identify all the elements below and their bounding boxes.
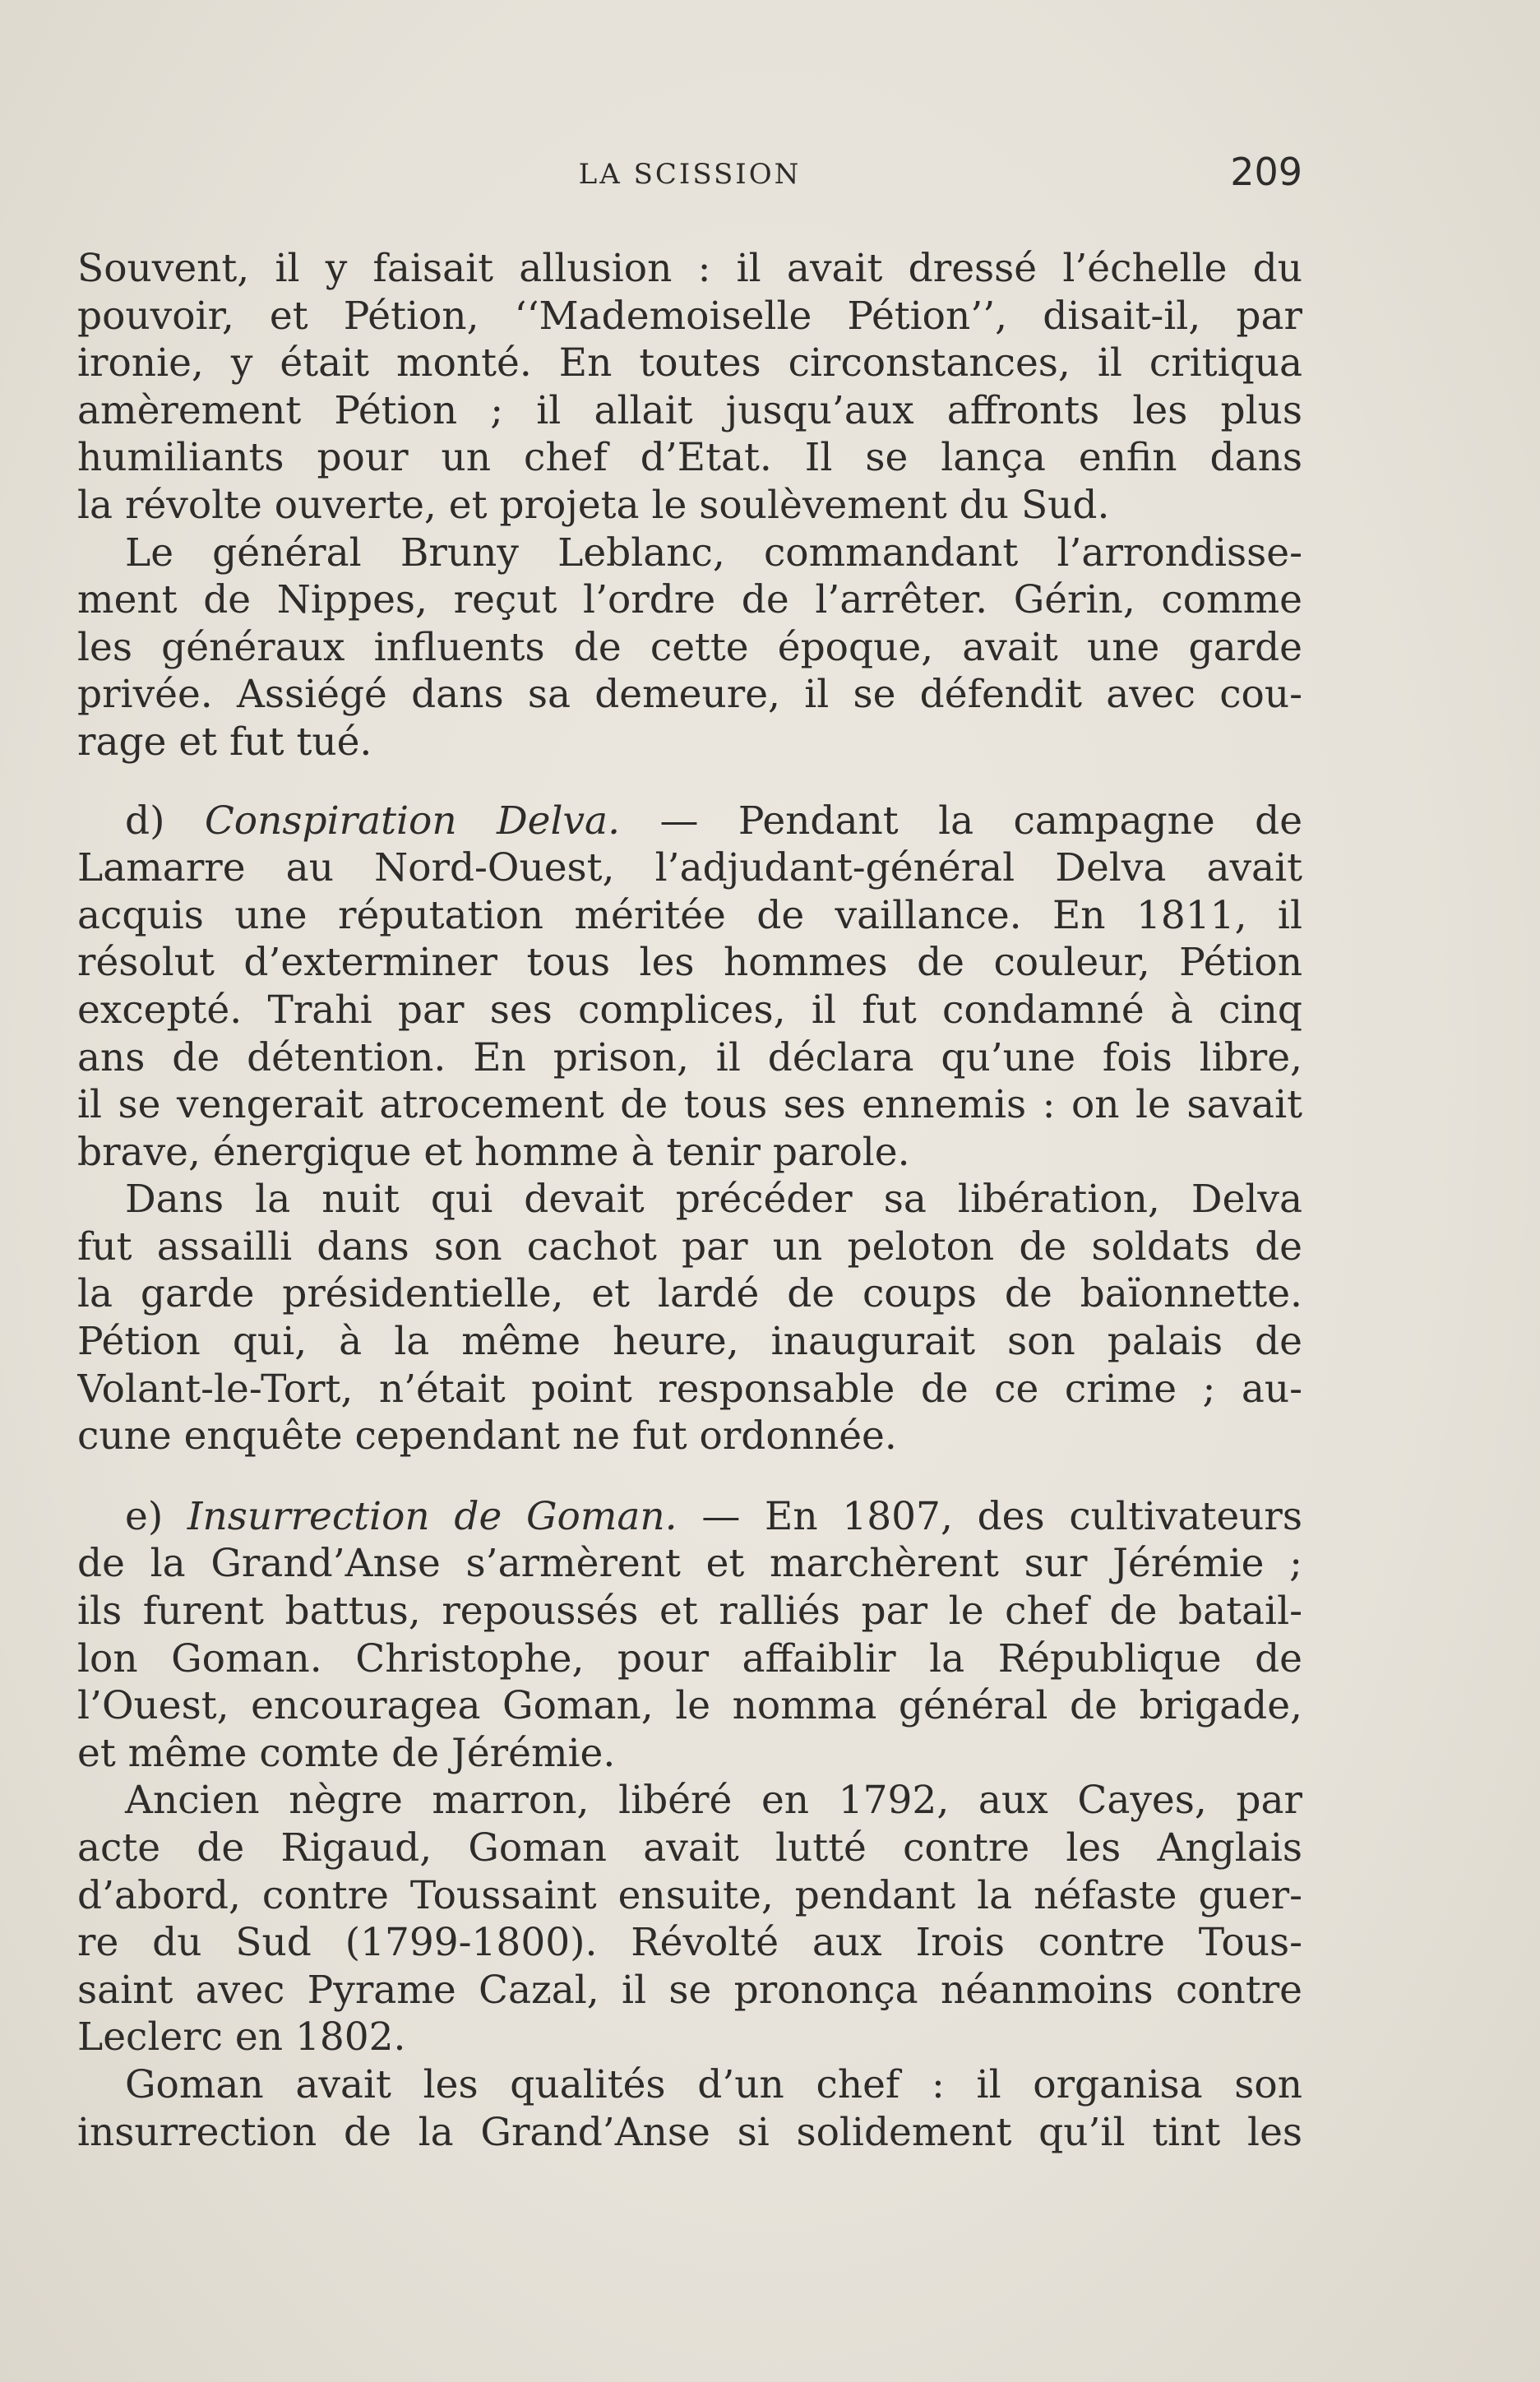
text-line: re du Sud (1799-1800). Révolté aux Irois contre Tous- [77,1920,1302,1966]
text-line: Pétion qui, à la même heure, inaugurait son palais de [77,1319,1302,1365]
paragraph-goman-background [77,1777,1302,2061]
text-line: Le général Bruny Leblanc, commandant l’arrondisse- [125,530,1302,576]
text-line: d’abord, contre Toussaint ensuite, pendant la néfaste guer- [77,1872,1302,1918]
section-heading-line [77,798,1302,845]
page-body [77,245,1302,2156]
text-line: ans de détention. En prison, il déclara qu’une fois libre, [77,1034,1302,1080]
section-heading: Conspiration Delva. [204,798,621,844]
text-line: Leclerc en 1802. [77,2014,406,2061]
text-line: humiliants pour un chef d’Etat. Il se lança enfin dans [77,435,1302,481]
page-header [77,146,1302,201]
text-line: rage et fut tué. [77,719,372,765]
running-title: LA SCISSION [578,158,802,191]
text-line: saint avec Pyrame Cazal, il se prononça néanmoins contre [77,1967,1302,2013]
text-line: ment de Nippes, reçut l’ordre de l’arrêter. Gérin, comme [77,577,1302,623]
text-line: amèrement Pétion ; il allait jusqu’aux affronts les plus [77,387,1302,433]
page-number: 209 [1230,150,1302,194]
text-line: ironie, y était monté. En toutes circonstances, il critiqua [77,340,1302,386]
text-line: l’Ouest, encouragea Goman, le nomma général de brigade, [77,1683,1302,1729]
text-line: privée. Assiégé dans sa demeure, il se défendit avec cou- [77,672,1302,718]
text-line: de la Grand’Anse s’armèrent et marchèrent sur Jérémie ; [77,1541,1302,1587]
section-heading: Insurrection de Goman. [187,1493,678,1539]
paragraph-goman-chief [77,2061,1302,2156]
text-line: il se vengerait atrocement de tous ses ennemis : on le savait [77,1082,1302,1128]
text-line: acquis une réputation méritée de vaillance. En 1811, il [77,892,1302,938]
text-line: ils furent battus, repoussés et ralliés par le chef de batail- [77,1589,1302,1635]
text-line: Dans la nuit qui devait précéder sa libération, Delva [125,1177,1302,1223]
text-line: insurrection de la Grand’Anse si solidement qu’il tint les [77,2109,1302,2155]
text-line: la garde présidentielle, et lardé de coups de baïonnette. [77,1271,1302,1317]
text-line: cune enquête cependant ne fut ordonnée. [77,1413,897,1459]
text-line: la révolte ouverte, et projeta le soulèvement du Sud. [77,482,1110,528]
section-insurrection-goman [77,1493,1302,1778]
paragraph-gerin-revolt [77,245,1302,530]
text-line: acte de Rigaud, Goman avait lutté contre les Anglais [77,1825,1302,1871]
text-line: Ancien nègre marron, libéré en 1792, aux Cayes, par [125,1778,1302,1824]
section-heading-rest: — En 1807, des cultivateurs [701,1493,1302,1539]
paragraph-delva-death [77,1176,1302,1460]
text-line: fut assailli dans son cachot par un peloton de soldats de [77,1223,1302,1270]
text-line: Goman avait les qualités d’un chef : il organisa son [125,2061,1302,2107]
text-line: lon Goman. Christophe, pour affaiblir la République de [77,1635,1302,1681]
paragraph-gerin-death [77,530,1302,766]
text-line: Lamarre au Nord-Ouest, l’adjudant-général Delva avait [77,845,1302,891]
text-line: brave, énergique et homme à tenir parole. [77,1129,910,1175]
text-line: pouvoir, et Pétion, ‘‘Mademoiselle Pétion’’, disait-il, par [77,293,1302,339]
text-line: résolut d’exterminer tous les hommes de couleur, Pétion [77,940,1302,986]
text-line: Souvent, il y faisait allusion : il avait dressé l’échelle du [77,246,1302,291]
text-line: les généraux influents de cette époque, avait une garde [77,624,1302,670]
text-line: et même comte de Jérémie. [77,1730,616,1776]
section-label: e) [125,1493,164,1539]
section-label: d) [125,798,165,844]
text-line: Volant-le-Tort, n’était point responsable de ce crime ; au- [77,1366,1302,1412]
section-heading-line [77,1493,1302,1541]
section-conspiration-delva [77,798,1302,1177]
text-line: excepté. Trahi par ses complices, il fut condamné à cinq [77,987,1302,1033]
section-heading-rest: — Pendant la campagne de [659,798,1302,844]
